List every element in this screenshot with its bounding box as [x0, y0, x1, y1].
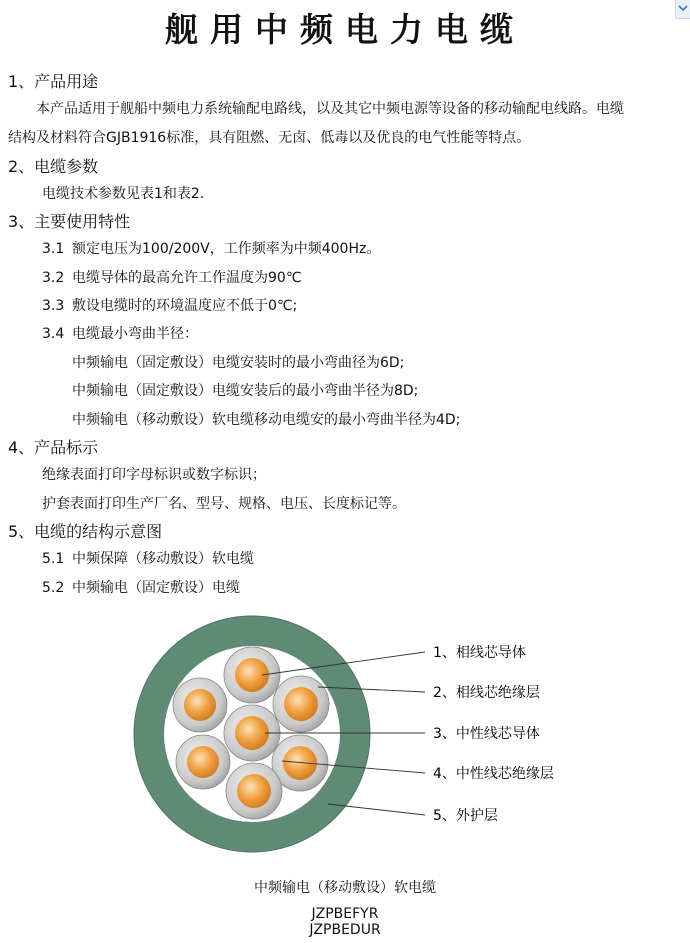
section-3-sub-item: 中频输电（固定敷设）电缆安装后的最小弯曲半径为8D; [72, 383, 419, 399]
section-5-item [42, 577, 240, 597]
item-text: 中频保障（移动敷设）软电缆 [72, 551, 254, 567]
diagram-label-5: 5、外护层 [433, 808, 498, 824]
item-text: 电缆导体的最高允许工作温度为90℃ [72, 270, 302, 286]
section-4-line: 护套表面打印生产厂名、型号、规格、电压、长度标记等。 [42, 496, 406, 512]
section-3-sub-item: 中频输电（固定敷设）电缆安装时的最小弯曲径为6D; [72, 355, 405, 371]
section-3-sub-item: 中频输电（移动敷设）软电缆移动电缆安的最小弯曲半径为4D; [72, 412, 461, 428]
section-5-item [42, 548, 254, 568]
section-1-paragraph-line-2: 结构及材料符合GJB1916标准，具有阻燃、无卤、低毒以及优良的电气性能等特点。 [8, 130, 531, 146]
item-number: 3.3 [42, 298, 65, 314]
page-corner-icon[interactable] [675, 0, 690, 19]
core-top [224, 647, 280, 703]
item-number: 3.2 [42, 270, 65, 286]
section-5-heading: 5、电缆的结构示意图 [8, 522, 163, 541]
diagram-label-2: 2、相线芯绝缘层 [433, 685, 540, 701]
cable-cross-section-diagram [0, 615, 690, 871]
section-1-paragraph-line-1: 本产品适用于舰船中频电力系统输配电路线，以及其它中频电源等设备的移动输配电线路。电缆 [36, 101, 624, 117]
diagram-caption: 中频输电（移动敷设）软电缆 [254, 880, 436, 896]
core-upper-left [173, 678, 227, 732]
page-title: 舰用中频电力电缆 [165, 10, 525, 49]
section-2-heading: 2、电缆参数 [8, 157, 99, 176]
section-3-item [42, 267, 302, 287]
item-text: 电缆最小弯曲半径： [72, 326, 198, 342]
section-3-item [42, 238, 380, 258]
section-2-paragraph: 电缆技术参数见表1和表2. [42, 186, 205, 202]
item-number: 3.1 [42, 241, 65, 257]
section-1-heading: 1、产品用途 [8, 72, 99, 91]
core-upper-right [273, 676, 329, 732]
diagram-label-4: 4、中性线芯绝缘层 [433, 766, 554, 782]
item-text: 敷设电缆时的环境温度应不低于0℃; [72, 298, 298, 314]
item-number: 5.1 [42, 551, 65, 567]
item-text: 中频输电（固定敷设）电缆 [72, 580, 240, 596]
section-4-line: 绝缘表面打印字母标识或数字标识； [42, 467, 266, 483]
item-number: 3.4 [42, 326, 65, 342]
model-code: JZPBEFYR [311, 906, 379, 922]
section-4-heading: 4、产品标示 [8, 438, 99, 457]
core-lower-left [176, 735, 230, 789]
item-number: 5.2 [42, 580, 65, 596]
diagram-label-1: 1、相线芯导体 [433, 645, 526, 661]
section-3-item [42, 295, 297, 315]
diagram-label-3: 3、中性线芯导体 [433, 726, 540, 742]
section-3-item [42, 323, 198, 343]
model-code: JZPBEDUR [309, 922, 381, 938]
section-3-heading: 3、主要使用特性 [8, 212, 131, 231]
item-text: 额定电压为100/200V，工作频率为中频400Hz。 [72, 241, 381, 257]
core-bottom [226, 763, 282, 819]
